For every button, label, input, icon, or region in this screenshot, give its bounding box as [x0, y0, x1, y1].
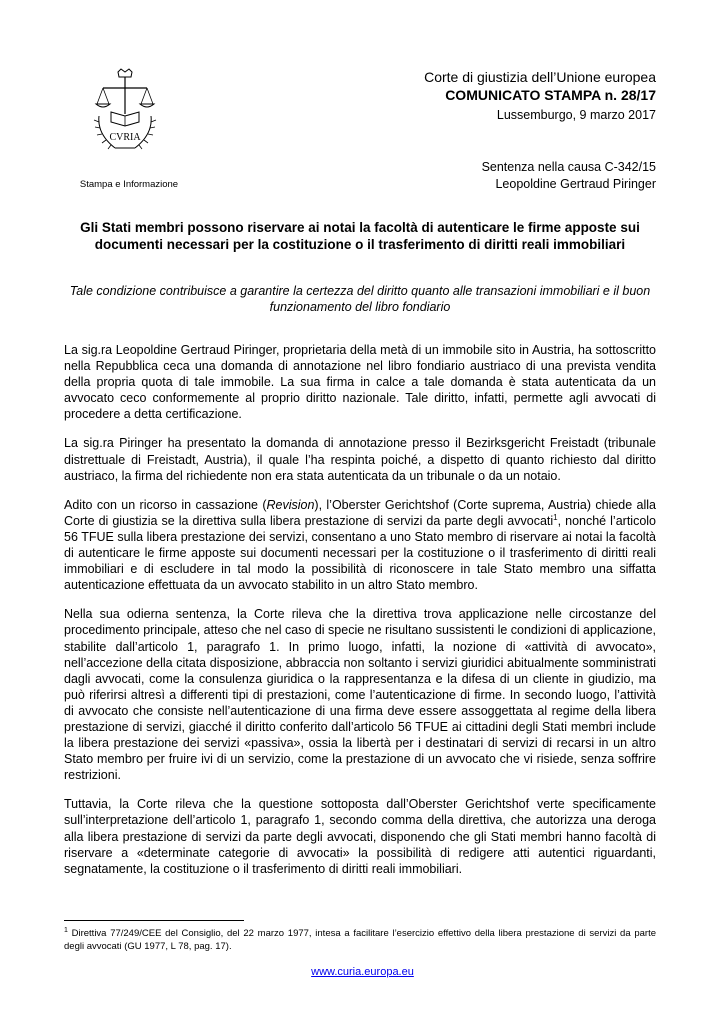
curia-website-link[interactable]: www.curia.europa.eu	[311, 966, 414, 978]
header-right	[276, 68, 656, 124]
body-text	[64, 342, 656, 890]
paragraph-1: La sig.ra Leopoldine Gertraud Piringer, proprietaria della metà di un immobile sito in Austria, ha sottoscritto nella Repubblica ceca una domanda di annotazione nel libro fondiario austriaco di una prevista vendita della propria quota di tale immobile. La sua firma in calce a tale domanda è stata autenticata da un avvocato ceco conformemente al proprio diritto nazionale. Tale diritto, infatti, permette agli avvocati di procedere a detta certificazione.	[64, 343, 656, 422]
footnote-divider	[64, 920, 244, 921]
curia-emblem-icon	[85, 68, 165, 158]
paragraph-2: La sig.ra Piringer ha presentato la domanda di annotazione presso il Bezirksgericht Freistadt (tribunale distrettuale di Freistadt, Austria), il quale l’ha respinta poiché, a dispetto di quanto richiesto dal diritto austriaco, la firma del richiedente non era stata autenticata da un tribunale o da un notaio.	[64, 436, 656, 483]
case-reference	[276, 159, 656, 193]
press-office-label: Stampa e Informazione	[79, 179, 179, 190]
paragraph-3-part-c: , nonché l’articolo 56 TFUE sulla libera prestazione dei servizi, consentano a uno Stato membro di riservare ai notai la facoltà di autenticare le firme apposte sui documenti necessari per la costituzione o il trasferimento di diritti reali immobiliari e di escludere in tal modo la possibilità di riconoscere in tale Stato membro una siffatta autenticazione effettuata da un avvocato stabilito in un altro Stato membro.	[64, 513, 656, 593]
headline: Gli Stati membri possono riservare ai notai la facoltà di autenticare le firme apposte sui documenti necessari per la costituzione o il trasferimento di diritti reali immobiliari	[80, 220, 640, 252]
case-party: Leopoldine Gertraud Piringer	[495, 177, 656, 191]
sub-headline: Tale condizione contribuisce a garantire la certezza del diritto quanto alle transazioni immobiliari e il buon funzionamento del libro fondiario	[69, 284, 651, 314]
case-number: Sentenza nella causa C-342/15	[481, 160, 656, 174]
footnote-ref[interactable]: 1	[553, 512, 558, 522]
footnote	[64, 928, 656, 953]
paragraph-4: Nella sua odierna sentenza, la Corte rileva che la direttiva trova applicazione nelle circostanze del procedimento principale, atteso che nel caso di specie ne risultano sussistenti le condizioni di applicazione, stabilite dall’articolo 1, paragrafo 1. In primo luogo, infatti, la nozione di «attività di avvocato», nell’accezione della citata disposizione, abbraccia non soltanto i servizi giuridici abitualmente somministrati dagli avvocati, come la consulenza giuridica o la rappresentanza e la difesa di un cliente in giudizio, ma può riferirsi altresì a differenti tipi di prestazioni, come l’autenticazione di firme. In secondo luogo, l’attività di avvocato che consiste nell’autenticazione di una firma deve essere assoggettata al regime della libera prestazione di servizi, giacché il diritto conferito dall’articolo 56 TFUE ai cittadini degli Stati membri include la libera prestazione dei servizi «passiva», ossia la libertà per i destinatari di servizi di recarsi in un altro Stato membro per fruire ivi di un servizio, come la prestazione di un avvocato che vi risiede, senza soffrire restrizioni.	[64, 607, 657, 783]
paragraph-3-part-a: Adito con un ricorso in cassazione (	[64, 497, 267, 512]
footnote-number: 1	[64, 926, 68, 934]
paragraph-3-part-b: ), l’Oberster Gerichtshof (Corte suprema, Austria) chiede alla Corte di giustizia se la direttiva sulla libera prestazione di servizi da parte degli avvocati	[64, 497, 656, 528]
curia-logo	[85, 68, 165, 158]
court-name: Corte di giustizia dell’Unione europea	[424, 69, 656, 85]
place-date: Lussemburgo, 9 marzo 2017	[496, 108, 656, 122]
revision-term: Revision	[266, 497, 315, 512]
press-release-title: COMUNICATO STAMPA n. 28/17	[445, 87, 656, 103]
logo-text: CVRIA	[109, 132, 141, 143]
footnote-text: Direttiva 77/249/CEE del Consiglio, del 22 marzo 1977, intesa a facilitare l’esercizio effettivo della libera prestazione di servizi da parte degli avvocati (GU 1977, L 78, pag. 17).	[64, 928, 656, 952]
paragraph-3	[64, 497, 656, 594]
paragraph-5: Tuttavia, la Corte rileva che la questione sottoposta dall’Oberster Gerichtshof verte specificamente sull’interpretazione dell’articolo 1, paragrafo 1, secondo comma della direttiva, che autorizza una deroga alla libera prestazione di servizi da parte degli avvocati, disponendo che gli Stati membri hanno facoltà di riservare a «determinate categorie di avvocati» la possibilità di redigere atti autentici riguardanti, segnatamente, la costituzione o il trasferimento di diritti reali immobiliari.	[64, 797, 656, 876]
